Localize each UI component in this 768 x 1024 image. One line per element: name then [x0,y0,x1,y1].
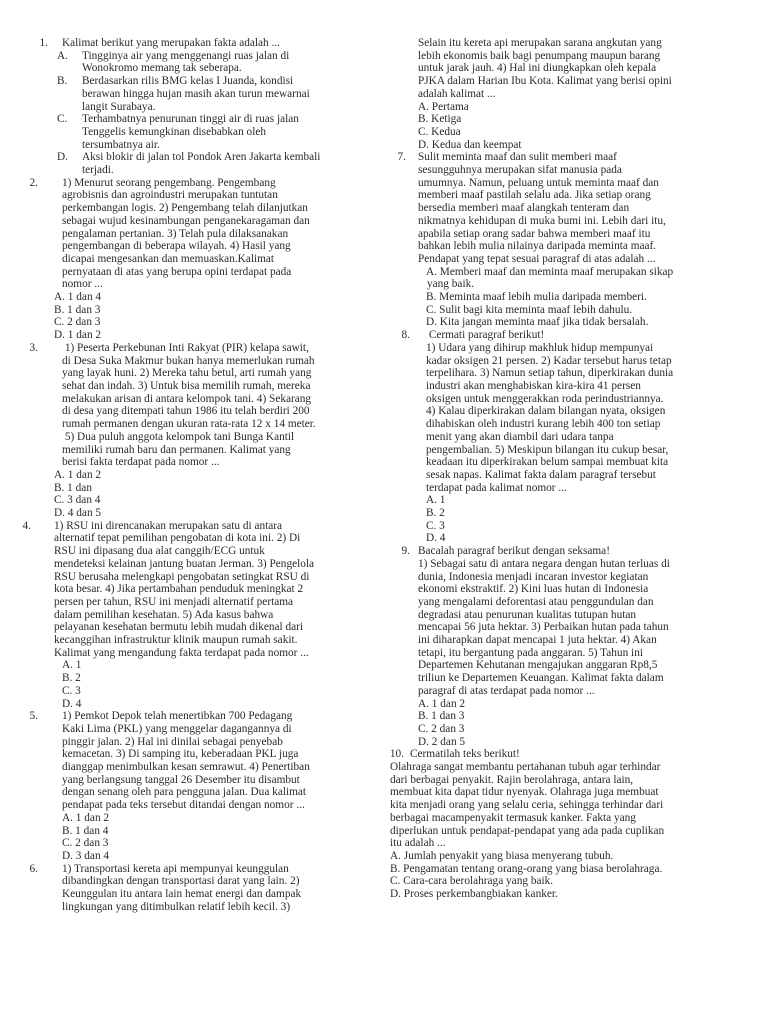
stem-line: ini diharapkan dapat mencapai 1 juta hektar. 4) Akan [418,634,657,647]
stem-line: dunia, Indonesia menjadi incaran investor kegiatan [418,570,649,583]
option-d: D. Kita jangan meminta maaf jika tidak bersalah. [426,316,649,329]
question-4 [14,520,384,711]
option-c: C. Kedua [418,125,461,138]
stem-line: pernyataan di atas yang berupa opini terdapat pada [62,265,292,278]
question-8 [390,329,735,545]
option-text: terjadi. [82,164,114,177]
stem-line: bersedia memberi maaf alangkah tenteram dan [418,202,630,215]
stem-line: dianggap menimbulkan kesan semrawut. 4) Penertiban [62,761,310,774]
stem-line: persen per tahun, RSU ini menjadi alternatif pertama [54,595,294,608]
question-number: 9. [401,545,410,558]
stem-line: kecanggihan infrastruktur klinik maupun rumah sakit. [54,634,298,647]
stem-line: bahkan lebih mulia nilainya daripada meminta maaf. [418,240,657,253]
stem-line: 4) Kalau diperkirakan dalam bilangan nyata, oksigen [426,405,666,418]
question-stem [390,545,735,697]
stem-line: 1) RSU ini direncanakan merupakan satu di antara [54,519,283,532]
question-stem [14,342,384,469]
stem-line: kita menjadi orang yang selalu ceria, sehingga terhindar dari [390,799,664,812]
stem-line: degradasi atau penurunan kualitas tutupan hutan [418,608,637,621]
stem-line: mendeteksi kelainan jantung buatan Jerman. 3) Pengelola [54,557,315,570]
question-stem: Kalimat berikut yang merupakan fakta adalah ... [62,37,281,49]
option-b: B. Ketiga [418,113,462,126]
stem-line: 1) Pemkot Depok telah menertibkan 700 Pedagang [62,710,293,723]
stem-line: diperlukan untuk pendapat-pendapat yang ada pada cuplikan [390,824,665,837]
option-letter: A. [57,49,68,62]
option-d: D. 4 [426,532,446,545]
question-7 [390,151,735,329]
stem-line: Olahraga sangat membantu pertahanan tubuh agar terhindar [390,761,661,774]
options [14,291,384,342]
question-stem [390,761,735,850]
stem-line: pendapat pada teks tersebut ditandai dengan nomor ... [62,799,305,812]
stem-line: industri akan menghabiskan kira-kira 41 persen [426,379,641,392]
stem-line: kota besar. 4) Jika pertambahan penduduk meningkat 2 [54,583,304,596]
stem-line: nomor ... [62,278,103,291]
stem-line: mencapai 56 juta hektar. 3) Perbaikan hutan pada tahun [418,621,669,634]
stem-line: terpelihara. 3) Namun setiap tahun, diperkirakan dunia [426,367,674,380]
question-9 [390,545,735,748]
stem-line: di desa yang ditempati tahun 1986 itu telah berdiri 200 [62,405,310,418]
option-text: tersumbatnya air. [82,138,160,151]
stem-line: perkembangan logis. 2) Pengembang telah dilanjutkan [62,202,308,215]
options [14,469,384,520]
stem-line: lingkungan yang ditimbulkan relatif lebih kecil. 3) [62,900,291,913]
option-b: B. 2 [426,507,445,520]
stem-line: yang layak huni. 2) Mereka tahu betul, arti rumah yang [62,367,312,380]
stem-line: ekonomi ekstraktif. 2) Kini luas hutan di Indonesia [418,583,649,596]
stem-line: tetapi, itu bergantung pada anggaran. 5) Tahun ini [418,646,643,659]
stem-line: 1) Transportasi kereta api mempunyai keunggulan [62,862,289,875]
stem-line: rumah permanen dengan ukuran rata-rata 12 x 14 meter. [62,418,316,431]
stem-line: 1) Menurut seorang pengembang. Pengembang [62,176,276,189]
stem-line: lebih ekonomis baik bagi penumpang maupun barang [418,49,661,62]
question-stem [14,177,384,291]
stem-line: Kalimat yang mengandung fakta terdapat pada nomor ... [54,646,309,659]
option-text: Terhambatnya penurunan tinggi air di ruas jalan [82,113,299,126]
stem-line: RSU berusaha melengkapi pengobatan setingkat RSU di [54,570,310,583]
option-a: A. Memberi maaf dan meminta maaf merupakan sikap [426,265,674,278]
question-stem [390,37,735,101]
option-a: A. 1 [426,494,446,507]
option-a: A. 1 [62,659,82,672]
option-b: B. Meminta maaf lebih mulia daripada memberi. [426,291,647,304]
options [14,812,384,863]
option-c: C. Cara-cara berolahraga yang baik. [390,875,554,888]
stem-line: dalam pemilihan kesehatan. 5) Ada kasus bahwa [54,608,274,621]
stem-line: Selain itu kereta api merupakan sarana angkutan yang [418,37,662,49]
stem-line: dicapai mengesankan dan memuaskan.Kalimat [62,252,275,265]
stem-line: Kaki Lima (PKL) yang menggelar dagangannya di [62,722,292,735]
stem-line: dihabiskan oleh industri kurang lebih 400 ton setiap [426,418,661,431]
options [390,266,735,330]
option-c: C. 3 dan 4 [54,494,101,507]
stem-line: agrobisnis dan agroindustri merupakan tuntutan [62,189,278,202]
stem-line: sebagai wujud kesinambungan penganekaragaman dan [62,214,310,227]
option-c: C. 3 [426,519,445,532]
stem-line: berbagai macampenyakit termasuk kanker. Fakta yang [390,811,636,824]
question-number: 10. [389,748,404,761]
option-letter: D. [57,151,68,164]
stem-line: kemacetan. 3) Di samping itu, keberadaan PKL juga [62,748,299,761]
question-number: 4. [22,519,31,532]
option-b: B. 1 dan 4 [62,824,109,837]
question-3 [14,342,384,520]
question-number: 3. [29,341,38,354]
stem-line: di Desa Suka Makmur bukan hanya memerlukan rumah [62,354,315,367]
question-5 [14,710,384,862]
option-d: D. Proses perkembangbiakan kanker. [390,888,558,901]
option-letter: B. [57,75,68,88]
stem-line: 1) Udara yang dihirup makhluk hidup mempunyai [426,341,654,354]
question-number: 7. [397,151,406,164]
stem-line: yang mengalami deforentasi atau penggundulan dan [418,595,654,608]
option-a: A. 1 dan 2 [54,468,102,481]
stem-line: berisi fakta terdapat pada nomor ... [62,456,220,469]
question-number: 6. [29,862,38,875]
stem-line: memiliki rumah baru dan permanen. Kalimat yang [62,443,291,456]
stem-line: 1) Peserta Perkebunan Inti Rakyat (PIR) kelapa sawit, [62,341,309,354]
option-text: Tenggelis kemungkinan disebabkan oleh [82,125,266,138]
option-c: C. 3 [62,684,81,697]
stem-line: Keunggulan itu antara lain hemat energi dan dampak [62,888,302,901]
stem-line: untuk jarak jauh. 4) Hal ini diungkapkan oleh kepala [418,62,657,75]
stem-line: itu adalah ... [390,837,446,850]
stem-line: pengalaman pertanian. 3) Telah pula dilaksanakan [62,227,289,240]
options [14,50,384,177]
question-1 [14,37,384,177]
question-6 [14,863,384,914]
question-number: 2. [29,176,38,189]
stem-line: menit yang akan diambil dari udara tanpa [426,430,614,443]
question-stem [390,329,735,494]
stem-line: paragraf di atas terdapat pada nomor ... [418,684,595,697]
option-c: C. 2 dan 3 [54,316,101,329]
option-a [57,50,384,75]
option-text: langit Surabaya. [82,100,156,113]
option-a: A. 1 dan 4 [54,291,102,304]
option-letter: C. [57,113,68,126]
stem-line: sehat dan indah. 3) Untuk bisa memilih rumah, mereka [62,379,311,392]
option-b: B. 1 dan [54,481,92,494]
stem-line: dengan senang oleh para pengguna jalan. Dua kalimat [62,786,307,799]
stem-line: sesungguhnya merupakan sifat manusia pada [418,164,622,177]
option-b: B. 1 dan 3 [418,710,465,723]
stem-line: adalah kalimat ... [418,87,496,100]
option-d: D. 2 dan 5 [418,735,466,748]
stem-line: melakukan arisan di antara kelompok tani. 4) Sekarang [62,392,312,405]
stem-line: apabila setiap orang sadar bahwa memberi maaf itu [418,227,651,240]
option-a: A. 1 dan 2 [418,697,466,710]
option-c [57,113,384,151]
stem-line: terdapat pada kalimat nomor ... [426,481,567,494]
options [14,659,384,710]
option-d: D. 1 dan 2 [54,329,102,342]
question-stem [390,151,735,265]
stem-line: PJKA dalam Harian Ibu Kota. Kalimat yang berisi opini [418,75,672,88]
option-d: D. 4 [62,697,82,710]
stem-line: Departemen Kehutanan mengajukan anggaran Rp8,5 [418,659,658,672]
stem-line: pengembangan di beberapa wilayah. 4) Hasil yang [62,240,291,253]
option-d: D. Kedua dan keempat [418,138,522,151]
stem-line: alternatif tepat pemilihan pengobatan di kota ini. 2) Di [54,532,301,545]
stem-line: dibandingkan dengan transportasi darat yang lain. 2) [62,875,300,888]
option-text: Wonokromo memang tak seberapa. [82,62,242,75]
option-b: B. 2 [62,672,81,685]
question-stem [14,520,384,660]
question-stem [14,710,384,812]
option-c: C. 2 dan 3 [418,722,465,735]
question-6-continued [390,37,735,151]
option-text: Aksi blokir di jalan tol Pondok Aren Jakarta kembali [82,151,321,164]
stem-line: nikmatnya kehidupan di muka bumi ini. Lebih dari itu, [418,214,666,227]
question-stem-heading-wrap [390,748,735,761]
option-d [57,151,384,176]
stem-line: oksigen untuk menggerakkan roda perindustriannya. [426,392,664,405]
stem-line: keadaan itu diperkirakan belum sampai membuat kita [426,456,669,469]
question-10 [390,748,735,900]
option-a: A. 1 dan 2 [62,811,110,824]
stem-line: memberi maaf pastilah selalu ada. Jika setiap orang [418,189,651,202]
option-d: D. 4 dan 5 [54,507,102,520]
stem-line: Pendapat yang tepat sesuai paragraf di atas adalah ... [418,252,656,265]
stem-heading: Cermatilah teks berikut! [410,748,520,761]
option-b: B. Pengamatan tentang orang-orang yang biasa berolahraga. [390,862,663,875]
stem-line: membuat kita dapat tidur nyenyak. Olahraga juga membuat [390,786,659,799]
question-number: 1. [39,37,48,49]
stem-line: triliun ke Departemen Keuangan. Kalimat fakta dalam [418,672,664,685]
stem-line: yang berlangsung tanggal 26 Desember itu disambut [62,773,300,786]
stem-line: Sulit meminta maaf dan sulit memberi maaf [418,151,617,164]
stem-line: umumnya. Namun, peluang untuk meminta maaf dan [418,176,659,189]
option-d: D. 3 dan 4 [62,850,110,862]
stem-line: RSU ini dipasang dua alat canggih/ECG untuk [54,545,265,558]
stem-line: pengembalian. 5) Meskipun bilangan itu cukup besar, [426,443,669,456]
options [390,101,735,152]
question-stem [14,863,384,914]
question-number: 5. [29,710,38,723]
stem-line: pelayanan kesehatan bermutu lebih mudah dikenal dari [54,621,304,634]
options [390,698,735,749]
question-number: 8. [401,329,410,342]
option-text: berawan hingga hujan masih akan turun mewarnai [82,87,310,100]
option-b [57,75,384,113]
stem-line: sesak napas. Kalimat fakta dalam paragraf tersebut [426,468,656,481]
option-text: Tingginya air yang menggenangi ruas jalan di [82,49,290,62]
option-text: Berdasarkan rilis BMG kelas I Juanda, kondisi [82,75,294,88]
left-column [14,37,384,914]
option-a-continued: yang baik. [427,278,475,291]
stem-line: 5) Dua puluh anggota kelompok tani Bunga Kantil [62,430,295,443]
stem-heading: Cermati paragraf berikut! [426,329,545,342]
stem-line: pinggir jalan. 2) Hal ini dinilai sebagai penyebab [62,735,283,748]
options [390,850,735,901]
stem-line: kadar oksigen 21 persen. 2) Kadar tersebut harus tetap [426,354,672,367]
option-c: C. Sulit bagi kita meminta maaf lebih dahulu. [426,303,633,316]
option-b: B. 1 dan 3 [54,303,101,316]
question-2 [14,177,384,342]
stem-line: dari berbagai penyakit. Rajin berolahraga, antara lain, [390,773,634,786]
option-a: A. Jumlah penyakit yang biasa menyerang tubuh. [390,850,614,862]
options [390,494,735,545]
option-c: C. 2 dan 3 [62,837,109,850]
stem-line: 1) Sebagai satu di antara negara dengan hutan terluas di [418,557,670,570]
right-column [390,37,735,901]
stem-heading: Bacalah paragraf berikut dengan seksama! [418,545,610,558]
option-a: A. Pertama [418,100,469,113]
